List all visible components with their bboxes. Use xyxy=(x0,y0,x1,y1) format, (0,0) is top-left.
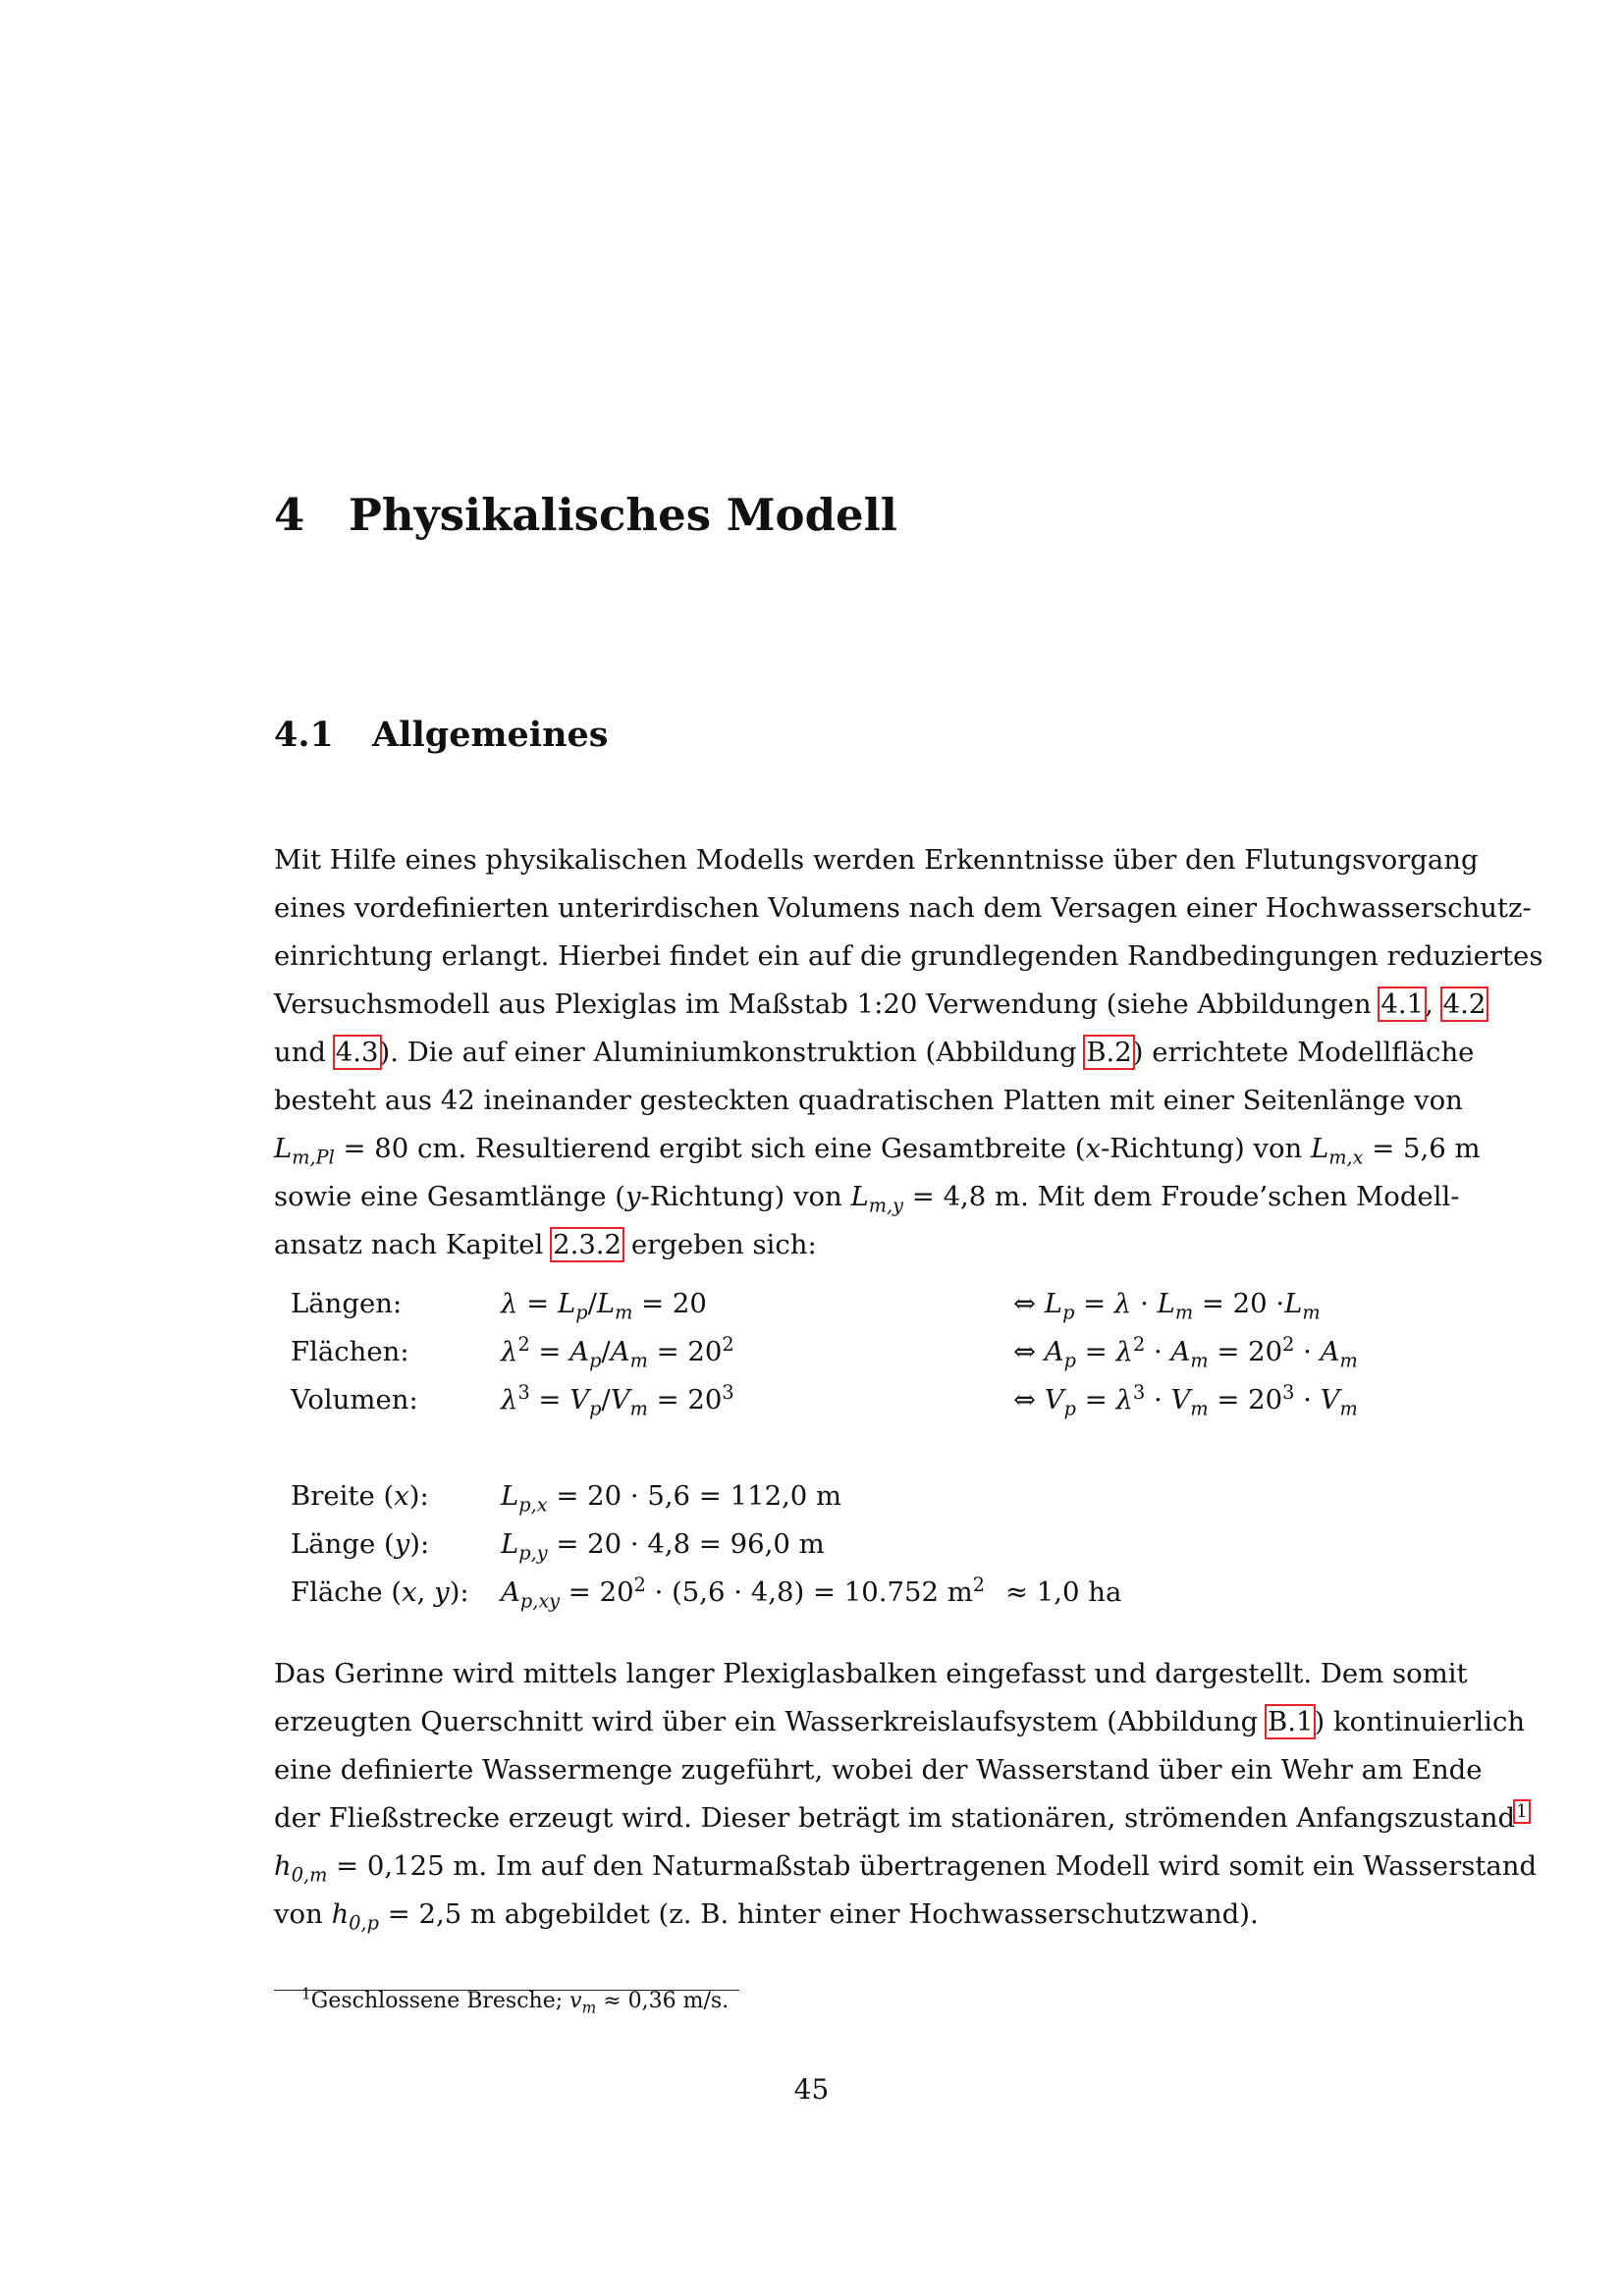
paragraph-line: eines vordefinierten unterirdischen Volumens nach dem Versagen einer Hochwasserschutz- xyxy=(274,892,1532,924)
math-symbol: $h_{0,m}$ xyxy=(274,1850,328,1887)
equation-left: $\lambda^3 = V_p/V_m = 20^3$ xyxy=(501,1380,734,1420)
dimension-label: Fläche (x, y): xyxy=(291,1576,469,1608)
chapter-heading xyxy=(274,489,897,541)
figure-link-b-2[interactable]: B.2 xyxy=(1086,1037,1132,1068)
text-run: ). Die auf einer Aluminiumkonstruktion (Abbildung xyxy=(379,1037,1077,1068)
footnote-text: ≈ 0,36 m/s. xyxy=(603,1989,730,2013)
section-number: 4.1 xyxy=(274,715,334,755)
text-run: = 0,125 m. Im auf den Naturmaßstab übertragenen Modell wird somit ein Wasserstand xyxy=(336,1850,1538,1882)
paragraph-line xyxy=(274,1698,1526,1746)
paragraph-line: Versuchsmodell aus Plexiglas im Maßstab 1:20 Verwendung (siehe Abbildungen 4.1, 4.2 xyxy=(274,988,1487,1020)
text-run: ) errichtete Modellfläche xyxy=(1132,1037,1475,1068)
text-run: und xyxy=(274,1037,327,1068)
text-run: sowie eine Gesamtlänge ( xyxy=(274,1181,625,1212)
equation-label: Volumen: xyxy=(291,1384,418,1415)
figure-link-b-1[interactable]: B.1 xyxy=(1268,1706,1314,1737)
paragraph-intro xyxy=(274,836,1543,1269)
text-run: ansatz nach Kapitel xyxy=(274,1229,544,1260)
equation-label: Flächen: xyxy=(291,1336,409,1367)
text-run: ergeben sich: xyxy=(630,1229,817,1260)
paragraph-line: eine definierte Wassermenge zugeführt, wobei der Wasserstand über ein Wehr am Ende xyxy=(274,1754,1483,1786)
equation-row-lengths xyxy=(0,1288,1623,1327)
paragraph-line: Mit Hilfe eines physikalischen Modells werden Erkenntnisse über den Flutungsvorgang xyxy=(274,844,1479,876)
text-run: = 5,6 m xyxy=(1372,1133,1481,1164)
paragraph-line xyxy=(274,1221,1434,1269)
math-symbol: x xyxy=(1085,1133,1101,1164)
paragraph-line xyxy=(274,1891,1434,1939)
dimension-expression: $A_{p,xy} = 20^2 \cdot (5,6 \cdot 4,8) = 10.752$ $m^2$ xyxy=(501,1573,986,1613)
math-symbol: $L_{m,Pl}$ xyxy=(274,1133,335,1169)
math-symbol: $L_{m,y}$ xyxy=(850,1181,904,1217)
chapter-number: 4 xyxy=(274,489,305,541)
dimension-expression: $L_{p,x} = 20 \cdot 5,6 = 112,0$ m xyxy=(501,1480,842,1517)
paragraph-line xyxy=(274,1794,1528,1842)
math-symbol: $h_{0,p}$ xyxy=(331,1898,379,1935)
text-run: = 2,5 m abgebildet (z. B. hinter einer Hochwasserschutzwand). xyxy=(387,1898,1259,1930)
math-symbol: $L_{m,x}$ xyxy=(1310,1133,1364,1169)
text-run: -Richtung) von xyxy=(1100,1133,1303,1164)
footnote-mark: 1 xyxy=(301,1985,311,2003)
dimension-label: Länge (y): xyxy=(291,1528,430,1560)
text-run: = 4,8 m. Mit dem Froude’schen Modell- xyxy=(911,1181,1460,1212)
text-run: = 80 cm. Resultierend ergibt sich eine Gesamtbreite ( xyxy=(343,1133,1086,1164)
text-run: -Richtung) von xyxy=(640,1181,842,1212)
dimension-row-width xyxy=(0,1480,1623,1520)
section-title: Allgemeines xyxy=(372,715,609,755)
equation-left: $\lambda = L_p/L_m = 20$ xyxy=(501,1288,707,1324)
paragraph-line xyxy=(274,1173,1460,1221)
text-run: ) kontinuierlich xyxy=(1314,1706,1526,1737)
text-run: Versuchsmodell aus Plexiglas im Maßstab 1:20 Verwendung (siehe Abbildungen xyxy=(274,988,1372,1020)
math-symbol: y xyxy=(624,1181,641,1212)
page-number: 45 xyxy=(793,2073,830,2106)
equation-left: $\lambda^2 = A_p/A_m = 20^2$ xyxy=(501,1332,734,1372)
footnote-text: Geschlossene Bresche; xyxy=(310,1989,564,2013)
section-heading xyxy=(274,715,609,755)
dimension-row-area xyxy=(0,1573,1623,1616)
text-run: erzeugten Querschnitt wird über ein Wasserkreislaufsystem (Abbildung xyxy=(274,1706,1259,1737)
paragraph-line: Das Gerinne wird mittels langer Plexiglasbalken eingefasst und dargestellt. Dem somit xyxy=(274,1658,1468,1689)
figure-link-4-1[interactable]: 4.1 xyxy=(1380,988,1425,1020)
paragraph-line: besteht aus 42 ineinander gesteckten quadratischen Platten mit einer Seitenlänge von xyxy=(274,1085,1463,1116)
math-symbol: $v_m$ xyxy=(569,1989,597,2017)
dimension-approx: ≈ 1,0 ha xyxy=(1005,1576,1122,1608)
paragraph-line xyxy=(274,1029,1475,1077)
chapter-title: Physikalisches Modell xyxy=(349,489,897,541)
equation-right: ⇔ $A_p = \lambda^2 \cdot A_m = 20^2 \cdot A_m$ xyxy=(1013,1332,1358,1372)
equation-right: ⇔ $V_p = \lambda^3 \cdot V_m = 20^3 \cdot V_m$ xyxy=(1013,1380,1358,1420)
figure-link-4-3[interactable]: 4.3 xyxy=(335,1037,379,1068)
paragraph-line: einrichtung erlangt. Hierbei findet ein auf die grundlegenden Randbedingungen reduziertes xyxy=(274,940,1543,972)
dimension-label: Breite (x): xyxy=(291,1480,429,1512)
chapter-link-2-3-2[interactable]: 2.3.2 xyxy=(553,1229,622,1260)
paragraph-line xyxy=(274,1842,1538,1891)
figure-link-4-2[interactable]: 4.2 xyxy=(1442,988,1487,1020)
footnote xyxy=(301,1985,730,2017)
equation-row-volumes xyxy=(0,1380,1623,1423)
dimension-row-length xyxy=(0,1528,1623,1568)
paragraph-channel xyxy=(274,1650,1538,1939)
text-run: von xyxy=(274,1898,323,1930)
footnote-link[interactable]: 1 xyxy=(1516,1800,1528,1822)
equation-right: ⇔ $L_p = \lambda \cdot L_m = 20 \cdot L_m$ xyxy=(1013,1288,1321,1324)
equation-row-areas xyxy=(0,1332,1623,1375)
paragraph-line xyxy=(274,1125,1481,1173)
dimension-expression: $L_{p,y} = 20 \cdot 4,8 = 96,0$ m xyxy=(501,1528,825,1565)
text-run: der Fließstrecke erzeugt wird. Dieser beträgt im stationären, strömenden Anfangszustand xyxy=(274,1802,1516,1834)
equation-label: Längen: xyxy=(291,1288,403,1319)
